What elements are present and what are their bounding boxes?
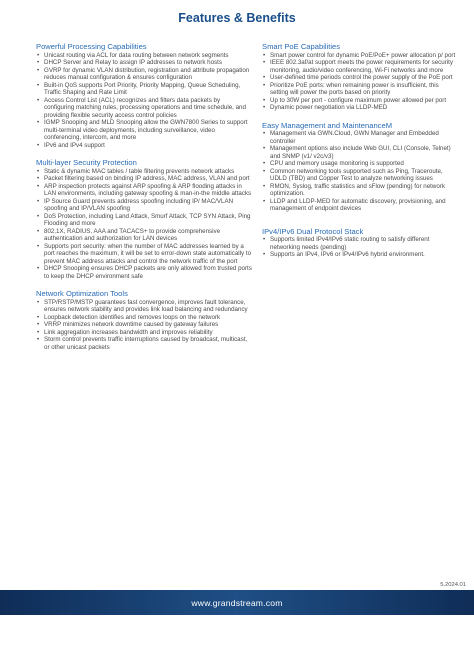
version-label: 5.2024.01 <box>440 582 466 588</box>
section-smart-poe <box>262 42 458 112</box>
list-item: • IP Source Guard prevents address spoofing including IP/ MAC/VLAN spoofing and IP/VLAN spoofing <box>36 198 252 213</box>
list-item: • DHCP Snooping ensures DHCP packets are only allowed from trusted ports to keep the DHCP environment safe <box>36 265 252 280</box>
list-item: • Supports port security: when the number of MAC addresses learned by a port reaches the maximum, it will be set to error-down state automatically to prevent MAC address attacks and control the network traffic of the port <box>36 243 252 266</box>
list-item: • Loopback detection identifies and removes loops on the network <box>36 314 252 322</box>
feature-list <box>262 52 458 112</box>
section-title: Network Optimization Tools <box>36 289 128 298</box>
list-item: • Supports an IPv4, IPv6 or IPv4/IPv6 hybrid environment. <box>262 251 458 259</box>
list-item: • Common networking tools supported such as Ping, Traceroute, UDLD (TBD) and Copper Test to analyze networking issues <box>262 168 458 183</box>
feature-list <box>36 52 252 150</box>
list-item: • Storm control prevents traffic interruptions caused by broadcast, multicast, or other unicast packets <box>36 336 252 351</box>
list-item: • Supports limited IPv4/IPv6 static routing to satisfy different networking needs (pending) <box>262 236 458 251</box>
section-title: Smart PoE Capabilities <box>262 42 341 51</box>
list-item: • CPU and memory usage monitoring is supported <box>262 160 458 168</box>
left-column <box>36 42 252 360</box>
list-item: • STP/RSTP/MSTP guarantees fast convergence, improves fault tolerance, ensures network stability and provides link load balancing and redundancy <box>36 299 252 314</box>
list-item: • Prioritize PoE ports: when remaining power is insufficient, this setting will power the ports based on priority <box>262 82 458 97</box>
list-item: • RMON, Syslog, traffic statistics and sFlow (pending) for network optimization. <box>262 183 458 198</box>
page-title: Features & Benefits <box>178 11 296 25</box>
footer-bar <box>0 590 474 615</box>
section-processing <box>36 42 252 149</box>
list-item: • IPv6 and IPv4 support <box>36 142 252 150</box>
right-column <box>262 42 458 268</box>
list-item: • Management options also include Web GUI, CLI (Console, Telnet) and SNMP (v1/ v2c/v3) <box>262 145 458 160</box>
list-item: • Static & dynamic MAC tables / table filtering prevents network attacks <box>36 168 252 176</box>
list-item: • Dynamic power negotiation via LLDP-MED <box>262 104 458 112</box>
list-item: • Management via GWN.Cloud, GWN Manager and Embedded controller <box>262 130 458 145</box>
section-title: Powerful Processing Capabilities <box>36 42 147 51</box>
list-item: • Built-in QoS supports Port Priority, Priority Mapping, Queue Scheduling, Traffic Shaping and Rate Limit <box>36 82 252 97</box>
section-network-optimization <box>36 289 252 351</box>
list-item: • GVRP for dynamic VLAN distribution, registration and attribute propagation reduces manual configuration & ensures configuration <box>36 67 252 82</box>
section-title: IPv4/IPv6 Dual Protocol Stack <box>262 226 364 236</box>
list-item: • 802.1X, RADIUS, AAA and TACACS+ to provide comprehensive authentication and authorization for LAN devices <box>36 228 252 243</box>
feature-list <box>262 130 458 213</box>
feature-list <box>36 168 252 281</box>
list-item: • VRRP minimizes network downtime caused by gateway failures <box>36 321 252 329</box>
section-title: Multi-layer Security Protection <box>36 158 137 167</box>
list-item: • Up to 30W per port - configure maximum power allowed per port <box>262 97 458 105</box>
list-item: • DHCP Server and Relay to assign IP addresses to network hosts <box>36 59 252 67</box>
section-security <box>36 158 252 280</box>
section-dual-stack <box>262 227 458 259</box>
list-item: • User-defined time periods control the power supply of the PoE port <box>262 74 458 82</box>
footer-url-link[interactable]: www.grandstream.com <box>191 597 283 608</box>
list-item: • Link aggregation increases bandwidth and improves reliability <box>36 329 252 337</box>
list-item: • Smart power control for dynamic PoE/PoE+ power allocation p/ port <box>262 52 458 60</box>
list-item: • Packet filtering based on binding IP address, MAC address, VLAN and port <box>36 175 252 183</box>
feature-list <box>262 236 458 259</box>
list-item: • Unicast routing via ACL for data routing between network segments <box>36 52 252 60</box>
list-item: • IEEE 802.3af/at support meets the power requirements for security monitoring, audio/video conferencing, Wi-Fi networks and more <box>262 59 458 74</box>
list-item: • ARP inspection protects against ARP spoofing & ARP flooding attacks in LAN environments, including gateway spoofing & man-in-the middle attacks <box>36 183 252 198</box>
list-item: • DoS Protection, including Land Attack, Smurf Attack, TCP SYN Attack, Ping Flooding and more <box>36 213 252 228</box>
section-management <box>262 121 458 213</box>
section-title: Easy Management and MaintenanceM <box>262 120 393 130</box>
list-item: • Access Control List (ACL) recognizes and filters data packets by configuring matching rules, processing operations and time schedule, and providing flexible security access control policies <box>36 97 252 120</box>
list-item: • IGMP Snooping and MLD Snooping allow the GWN7800 Series to support multi-terminal video deployments, including surveillance, video conferencing, intercom, and more <box>36 119 252 142</box>
feature-list <box>36 299 252 352</box>
list-item: • LLDP and LLDP-MED for automatic discovery, provisioning, and management of endpoint devices <box>262 198 458 213</box>
